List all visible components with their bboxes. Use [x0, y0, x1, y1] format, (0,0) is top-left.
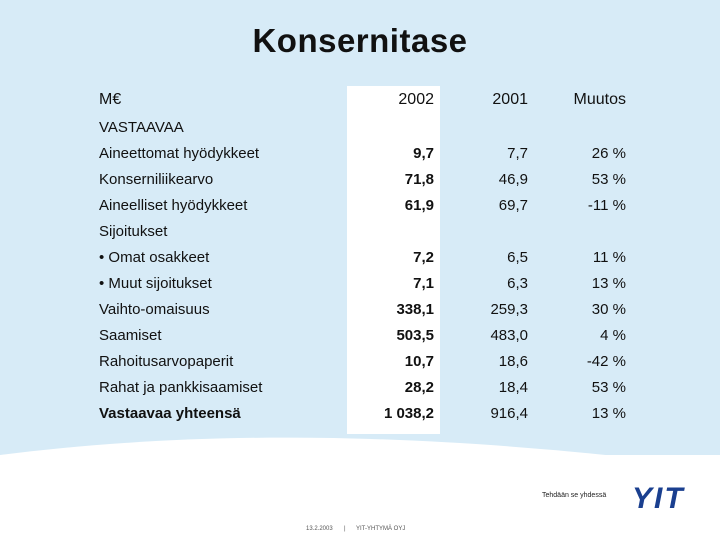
value-2002: 10,7	[404, 352, 434, 370]
table-row	[92, 244, 634, 270]
table-row	[92, 166, 634, 192]
value-2001: 18,4	[498, 378, 528, 396]
value-change	[534, 218, 634, 244]
value-2002: 503,5	[396, 326, 434, 344]
row-label: Aineettomat hyödykkeet	[99, 144, 260, 162]
row-label: Saamiset	[99, 326, 162, 344]
value-2002: 7,2	[413, 248, 434, 266]
row-label: • Omat osakkeet	[99, 248, 210, 266]
table-row	[92, 218, 634, 244]
value-change: 26 %	[591, 144, 626, 162]
value-change: 53 %	[591, 378, 626, 396]
brand-tagline: Tehdään se yhdessä	[542, 492, 607, 499]
value-change: 30 %	[591, 300, 626, 318]
value-2002	[347, 218, 440, 244]
table-row	[92, 348, 634, 374]
footer-date: 13.2.2003	[306, 526, 333, 532]
value-2001: 18,6	[498, 352, 528, 370]
row-label: Rahat ja pankkisaamiset	[99, 378, 263, 396]
value-2002: 61,9	[404, 196, 434, 214]
row-label: Vaihto-omaisuus	[99, 300, 210, 318]
footer-separator: |	[344, 526, 346, 532]
value-2002	[347, 114, 440, 140]
table-row	[92, 374, 634, 400]
row-label: Rahoitusarvopaperit	[99, 352, 234, 370]
value-2001: 259,3	[490, 300, 528, 318]
value-change: 4 %	[600, 326, 626, 344]
value-change: 53 %	[591, 170, 626, 188]
value-2002: 71,8	[404, 170, 434, 188]
table-row	[92, 140, 634, 166]
value-2001: 483,0	[490, 326, 528, 344]
table-row	[92, 192, 634, 218]
yit-logo	[630, 482, 706, 512]
header-2002: 2002	[398, 91, 434, 108]
value-change: 11 %	[592, 248, 626, 266]
value-change: -11 %	[587, 196, 626, 214]
table-total-row	[92, 400, 634, 426]
row-label: • Muut sijoitukset	[99, 274, 212, 292]
footer-company: YIT-YHTYMÄ OYJ	[356, 526, 406, 532]
table-row	[92, 270, 634, 296]
value-2001: 46,9	[498, 170, 528, 188]
value-change: -42 %	[586, 352, 626, 370]
row-label: VASTAAVAA	[99, 118, 184, 136]
table-row	[92, 296, 634, 322]
table-row	[92, 322, 634, 348]
value-change: 13 %	[591, 274, 626, 292]
value-2002: 28,2	[404, 378, 434, 396]
value-2001	[440, 114, 534, 140]
value-2001: 916,4	[490, 404, 528, 422]
value-change: 13 %	[591, 404, 626, 422]
row-label: Aineelliset hyödykkeet	[99, 196, 248, 214]
value-2002: 338,1	[396, 300, 434, 318]
table-row	[92, 114, 634, 140]
value-2001: 6,5	[507, 248, 528, 266]
value-change	[534, 114, 634, 140]
balance-sheet-table	[92, 86, 634, 426]
value-2001: 7,7	[507, 144, 528, 162]
value-2002: 1 038,2	[383, 404, 434, 422]
header-unit: M€	[99, 91, 122, 108]
header-change: Muutos	[573, 91, 626, 108]
value-2001	[440, 218, 534, 244]
slide-title: Konsernitase	[252, 22, 468, 59]
row-label: Sijoitukset	[99, 222, 168, 240]
row-label: Vastaavaa yhteensä	[99, 404, 241, 422]
row-label: Konserniliikearvo	[99, 170, 214, 188]
logo-text: YIT	[632, 482, 685, 512]
header-2001: 2001	[492, 91, 528, 108]
value-2002: 7,1	[413, 274, 434, 292]
table-header-row	[92, 86, 634, 114]
value-2001: 69,7	[498, 196, 528, 214]
value-2002: 9,7	[413, 144, 434, 162]
value-2001: 6,3	[507, 274, 528, 292]
